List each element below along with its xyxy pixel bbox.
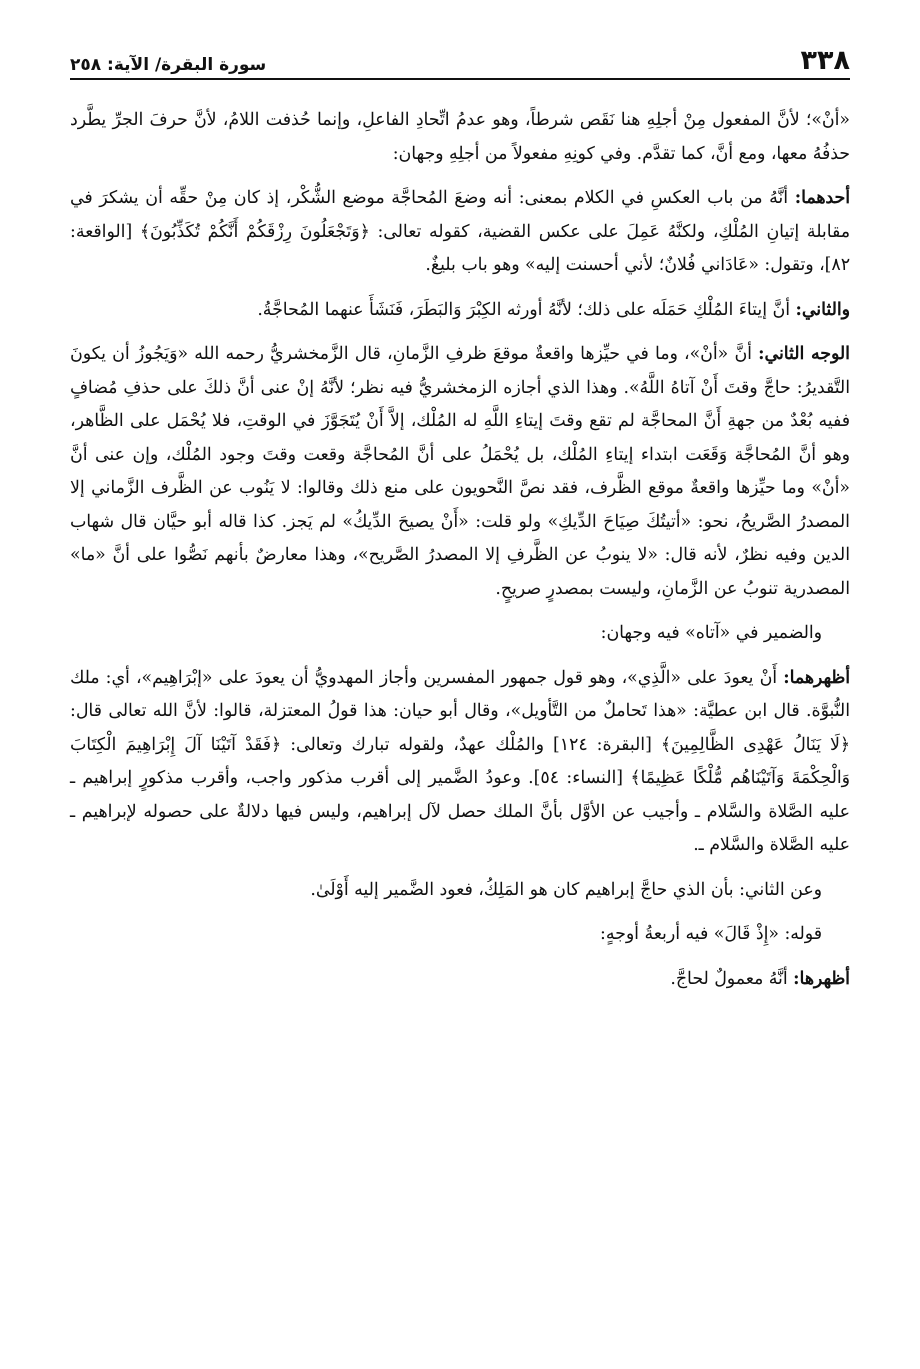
paragraph-pronoun [70,617,850,651]
paragraph-text: «أنْ»؛ لأنَّ المفعول مِنْ أجلِهِ هنا نَقَص شرطاً، وهو عدمُ اتِّحادِ الفاعلِ، وإنما حُذفت اللامُ، لأنَّ حرفَ الجرِّ يطَّرد حذفُهُ معها، ومع أنَّ، كما تقدَّم. وفي كونِهِ مفعولاً من أجلِهِ وجهان: [70,110,850,164]
paragraph-text: أنَّ إيتاءَ المُلْكِ حَمَلَه على ذلك؛ لأنَّهُ أورثه الكِبْرَ وَالبَطَرَ، فَنَشَأَ عنهما المُحاجَّةُ. [257,299,796,320]
paragraph-text: أنَّهُ معمولٌ لحاجَّ. [670,968,794,989]
paragraph-text: أنَّهُ من باب العكسِ في الكلام بمعنى: أنه وضعَ المُحاجَّة موضع الشُّكْر، إذ كان مِنْ حقِّه أن يشكرَ في مقابلة إتيانِ المُلْكِ، ولكنَّهُ عَمِلَ على عكس القضية، كقوله تعالى: ﴿وَتَجْعَلُونَ رِزْقَكُمْ أَنَّكُمْ تُكَذِّبُونَ﴾ [الواقعة: ٨٢]، وتقول: «عَادَاني فُلانٌ؛ لأني أحسنت إليه» وهو باب بليغٌ. [70,188,850,275]
paragraph-second-aspect [70,338,850,606]
paragraph-first-view [70,182,850,283]
paragraph-second-reply [70,874,850,908]
page-number: ٣٣٨ [800,45,850,76]
page-body [70,104,850,996]
paragraph-second-view [70,294,850,328]
paragraph-lead: أظهرهما: [783,667,850,688]
paragraph-text: أَنْ يعودَ على «الَّذِي»، وهو قول جمهور المفسرين وأجاز المهدويُّ أن يعودَ على «إبْرَاهِيم»، أي: ملك النُّبوَّة. قال ابن عطيَّة: «هذا تَحاملٌ من التَّأويل»، وقال أبو حيان: هذا قولُ المعتزلة، قالوا: لأنَّ الله تعالى قال: ﴿لَا يَنَالُ عَهْدِى الظَّالِمِينَ﴾ [البقرة: ١٢٤] والمُلْك عهدٌ، ولقوله تبارك وتعالى: ﴿فَقَدْ آتَيْنَا آلَ إِبْرَاهِيمَ الْكِتَابَ وَالْحِكْمَةَ وَآتَيْنَاهُم مُّلْكًا عَظِيمًا﴾ [النساء: ٥٤]. وعودُ الضَّمير إلى أقرب مذكور واجب، وأقرب مذكورٍ إبراهيم ـ عليه الصَّلاة والسَّلام ـ وأجيب عن الأوَّل بأنَّ الملك حصل لآل إبراهيم، وليس فيها دلالةٌ على حصوله لإبراهيم ـ عليه الصَّلاة والسَّلام ـ. [70,667,850,855]
paragraph-lead: والثاني: [795,299,850,320]
book-page [70,30,850,1349]
paragraph-final [70,963,850,997]
paragraph-qawluhu [70,918,850,952]
paragraph-lead: الوجه الثاني: [758,344,850,364]
paragraph-text: أنَّ «أنْ»، وما في حيِّزها واقعةٌ موقعَ ظرفِ الزَّمانِ، قال الزَّمخشريُّ رحمه الله «وَيَجُوزُ أن يكونَ التَّقديرُ: حاجَّ وقتَ أَنْ آتاهُ اللَّهُ». وهذا الذي أجازه الزمخشريُّ فيه نظر؛ لأنَّهُ إنْ عنى أنَّ ذلكَ على حذفِ مُضافٍ ففيه بُعْدٌ من جهةِ أَنَّ المحاجَّة لم تقع وقتَ إيتاءِ اللَّهِ له المُلْك، إلاَّ أَنْ يُتَجَوَّزَ في الوقتِ، فلا يُحْمَل على الظَّاهر، وهو أنَّ المُحاجَّة وَقَعَت ابتداء إيتاءِ المُلْك، بل يُحْمَلُ على أنَّ المُحاجَّة وقعت وقتَ وجود المُلْك، وإن عنى أنَّ «أنْ» وما حيِّزها واقعةٌ موقع الظَّرف، فقد نصَّ النَّحويون على منع ذلك وقالوا: لا يَنُوب عن الظَّرف الزَّماني إلا المصدرُ الصَّريحُ، نحو: «أتيتُكَ صِيَاحَ الدِّيكِ» ولو قلت: «أَنْ يصيحَ الدِّيكُ» لم يَجز. كذا قاله أبو حيَّان قال شهاب الدين وفيه نظرٌ، لأنه قال: «لا ينوبُ عن الظَّرفِ إلا المصدرُ الصَّريح»، وهذا معارضٌ بأنهم نَصُّوا على أنَّ «ما» المصدرية تنوبُ عن الزَّمانِ، وليست بمصدرٍ صريحٍ. [70,344,850,599]
paragraph-text: قوله: «إِذْ قَالَ» فيه أربعةُ أوجهٍ: [600,924,822,944]
paragraph-intro [70,104,850,171]
paragraph-lead: أحدهما: [794,188,850,208]
surah-verse-reference: سورة البقرة/ الآية: ٢٥٨ [70,55,267,75]
paragraph-most-apparent [70,662,850,863]
page-header [70,30,850,80]
paragraph-text: والضمير في «آتاه» فيه وجهان: [600,623,822,643]
paragraph-lead: أظهرها: [793,968,850,989]
paragraph-text: وعن الثاني: بأن الذي حاجَّ إبراهيم كان هو المَلِكُ، فعود الضَّمير إليه أَوْلَىٰ. [310,879,822,900]
